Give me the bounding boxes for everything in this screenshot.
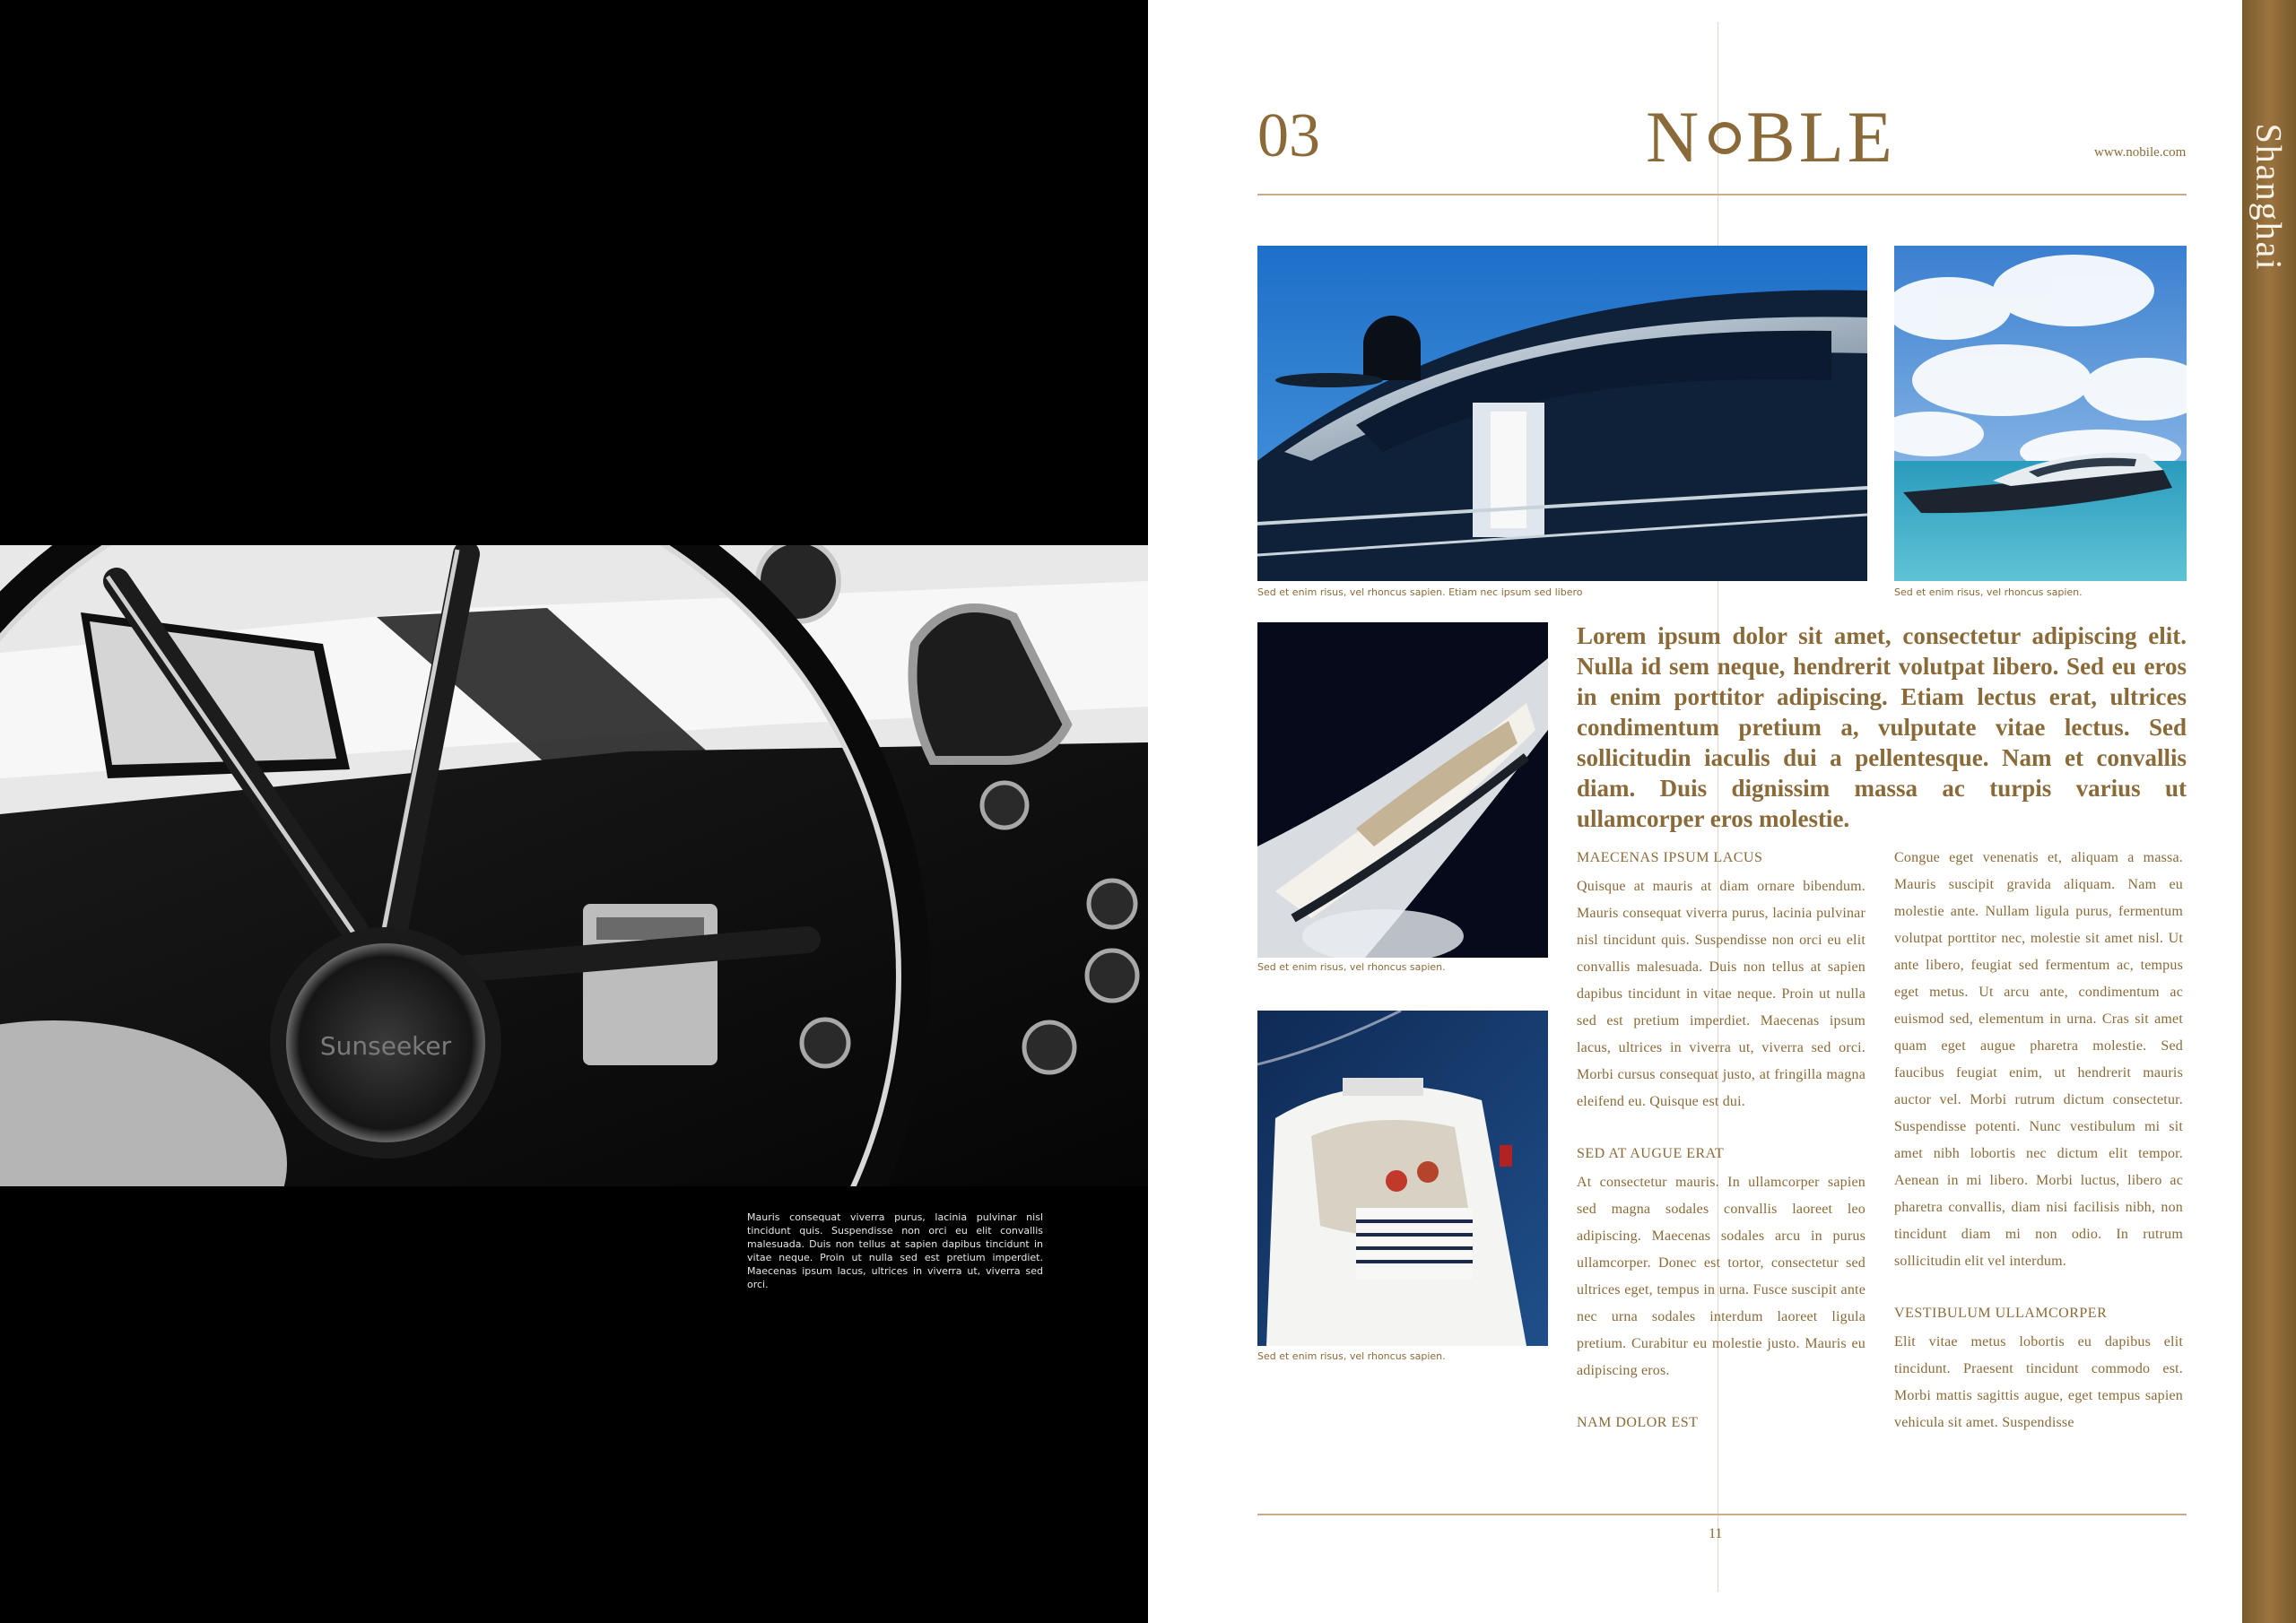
website-url[interactable]: www.nobile.com (2094, 145, 2187, 160)
yacht-at-sea-photo (1894, 246, 2187, 581)
heading-maecenas: MAECENAS IPSUM LACUS (1577, 850, 1763, 865)
text-column-1 (1577, 845, 1866, 1438)
helm-illustration (0, 545, 1148, 1186)
heading-sed-at-augue: SED AT AUGUE ERAT (1577, 1146, 1725, 1161)
col2-paragraph-1: Congue eget venenatis et, aliquam a massa. Mauris suscipit gravida aliquam. Nam eu molestie ante. Nullam ligula purus, fermentum volutpat porttitor nec, molestie sit amet nisl. Ut ante libero, feugiat sed fermentum ac, tempus eget metus. Ut arcu ante, condimentum ac euismod sed, elementum in urna. Cras sit amet quam eget augue pharetra molestie. Sed faucibus feugiat enim, ut hendrerit mauris auctor vel. Morbi rutrum dictum consectetur. Suspendisse potenti. Nunc vestibulum mi sit amet nibh lobortis nec dictum elit tempor. Aenean in mi libero. Morbi luctus, libero ac pharetra convallis, diam nisi facilisis nibh, non tincidunt diam mi non odio. In rutrum sollicitudin elit vel interdum. (1894, 850, 2183, 1269)
footer-rule (1257, 1514, 2187, 1515)
heading-nam-dolor: NAM DOLOR EST (1577, 1415, 1699, 1430)
page-folio: 11 (1709, 1526, 1723, 1541)
spine-label: Shanghai (2248, 123, 2290, 272)
noble-logo (1646, 94, 1897, 175)
lead-paragraph: Lorem ipsum dolor sit amet, consectetur adipiscing elit. Nulla id sem neque, hendrerit volutpat libero. Sed eu eros in enim porttitor adipiscing. Etiam lectus erat, ultrices condimentum pretium a, vulputate vitae lectus. Sed sollicitudin iaculis dui a pellentesque. Nam et convallis diam. Duis dignissim massa ac turpis varius ut ullamcorper eros molestie. (1577, 622, 2187, 832)
col1-paragraph-1: Quisque at mauris at diam ornare bibendum. Mauris consequat viverra purus, lacinia pulvinar nisl tincidunt quis. Suspendisse non orci eu elit convallis malesuada. Duis non tellus at sapien dapibus tincidunt in vitae neque. Proin ut nulla sed est pretium imperdiet. Maecenas ipsum lacus, ultrices in viverra ut, viverra sed orci. Morbi cursus consequat justo, at fringilla magna eleifend eu. Quisque est dui. (1577, 879, 1866, 1109)
header-rule (1257, 194, 2187, 195)
logo-ble: BLE (1746, 96, 1896, 175)
yacht-side-photo (1257, 246, 1867, 581)
yacht-aerial-photo (1257, 622, 1548, 958)
yacht-stern-photo (1257, 1011, 1548, 1346)
col1-paragraph-2: At consectetur mauris. In ullamcorper sapien sed magna sodales convallis laoreet leo adipiscing. Maecenas sodales arcu in purus ullamcorper. Donec est tortor, consectetur sed ultrices eget, tempus in urna. Fusce suscipit ante nec urna sodales interdum laoreet ligula pretium. Curabitur eu molestie justo. Mauris eu adipiscing eros. (1577, 1175, 1866, 1378)
helm-photo (0, 545, 1148, 1186)
photo-caption-2: Sed et enim risus, vel rhoncus sapien. (1894, 586, 2083, 598)
sunseeker-hub-logo: Sunseeker (319, 1031, 452, 1061)
heading-vestibulum: VESTIBULUM ULLAMCORPER (1894, 1306, 2108, 1321)
left-photo-caption: Mauris consequat viverra purus, lacinia pulvinar nisl tincidunt quis. Suspendisse non orci eu elit convallis malesuada. Duis non tellus at sapien dapibus tincidunt in vitae neque. Proin ut nulla sed est pretium imperdiet. Maecenas ipsum lacus, ultrices in viverra ut, viverra sed orci. (747, 1211, 1043, 1290)
section-number: 03 (1257, 101, 1320, 170)
logo-o-ring (1711, 125, 1738, 152)
col2-paragraph-2: Elit vitae metus lobortis eu dapibus elit tincidunt. Praesent tincidunt commodo est. Morbi mattis sagittis augue, eget tempus sapien vehicula sit amet. Suspendisse (1894, 1334, 2183, 1430)
photo-caption-1: Sed et enim risus, vel rhoncus sapien. Etiam nec ipsum sed libero (1257, 586, 1583, 598)
photo-caption-4: Sed et enim risus, vel rhoncus sapien. (1257, 1350, 1446, 1362)
logo-n: N (1646, 96, 1701, 175)
photo-caption-3: Sed et enim risus, vel rhoncus sapien. (1257, 961, 1446, 973)
text-column-2 (1894, 845, 2183, 1462)
